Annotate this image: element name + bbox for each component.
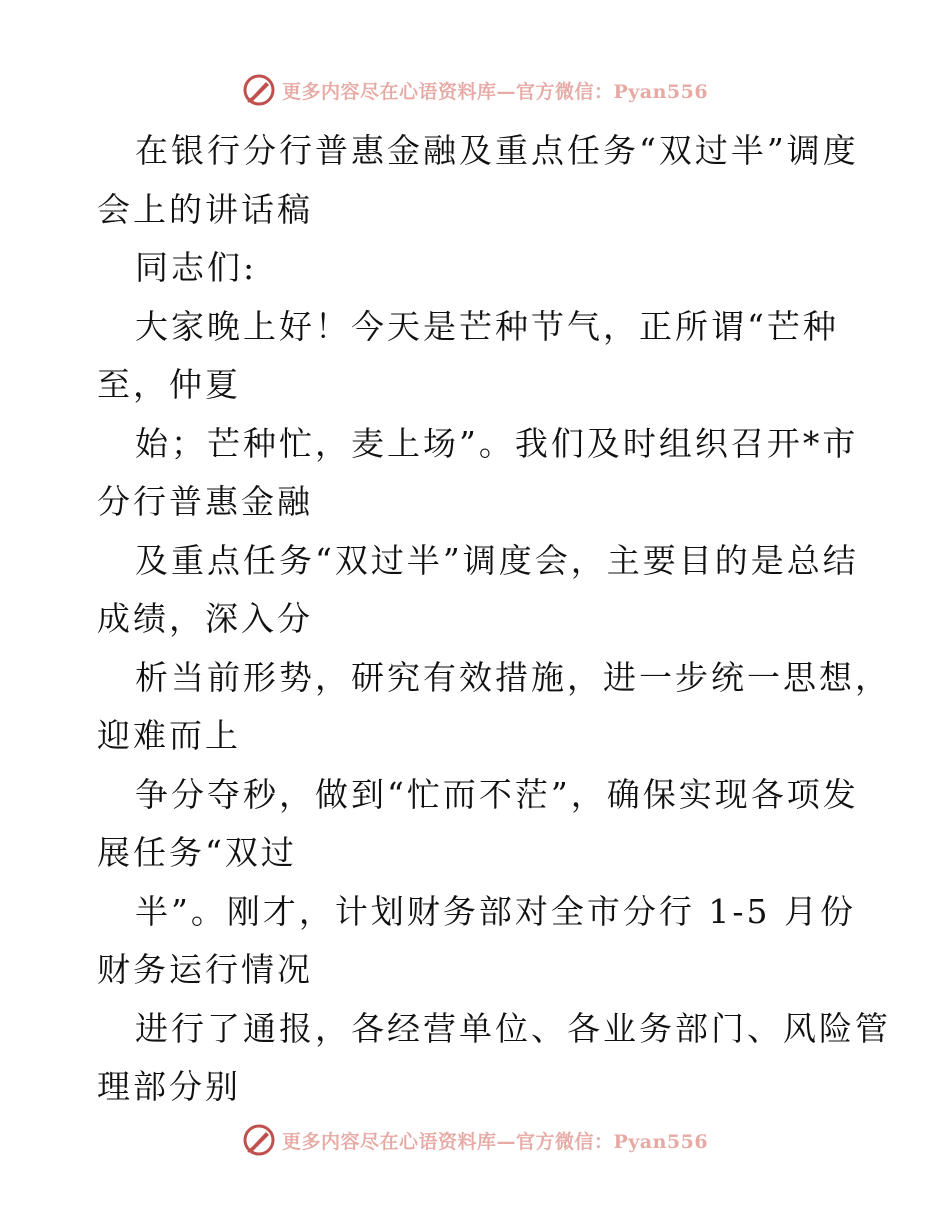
text-line: 析当前形势，研究有效措施，进一步统一思想， (135, 657, 891, 697)
watermark-text: 更多内容尽在心语资料库—官方微信：Pyan556 (281, 1130, 709, 1153)
text-line: 在银行分行普惠金融及重点任务“双过半”调度 (135, 131, 859, 170)
text-line: 同志们: (135, 248, 258, 287)
text-line: 大家晚上好！今天是芒种节气，正所谓“芒种 (135, 306, 839, 346)
document-body (97, 122, 891, 1117)
text-line: 及重点任务“双过半”调度会，主要目的是总结 (135, 540, 859, 580)
text-line: 会上的讲话稿 (97, 189, 313, 229)
quill-pen-icon (242, 73, 276, 107)
text-line: 财务运行情况 (97, 950, 313, 989)
footer-watermark (0, 1122, 950, 1158)
text-line: 始；芒种忙，麦上场”。我们及时组织召开*市 (135, 423, 859, 463)
text-line: 理部分别 (97, 1067, 241, 1106)
text-line: 迎难而上 (97, 716, 241, 755)
watermark-text: 更多内容尽在心语资料库—官方微信：Pyan556 (281, 80, 709, 103)
text-line: 展任务“双过 (97, 833, 297, 872)
header-watermark (0, 72, 950, 108)
text-line: 成绩，深入分 (97, 599, 313, 638)
text-line: 至，仲夏 (97, 365, 241, 404)
text-line: 半”。刚才，计划财务部对全市分行 1-5 月份 (135, 891, 856, 931)
text-line: 分行普惠金融 (97, 482, 313, 521)
text-line: 进行了通报，各经营单位、各业务部门、风险管 (135, 1008, 891, 1048)
quill-pen-icon (242, 1123, 276, 1157)
text-line: 争分夺秒，做到“忙而不茫”，确保实现各项发 (135, 774, 859, 814)
